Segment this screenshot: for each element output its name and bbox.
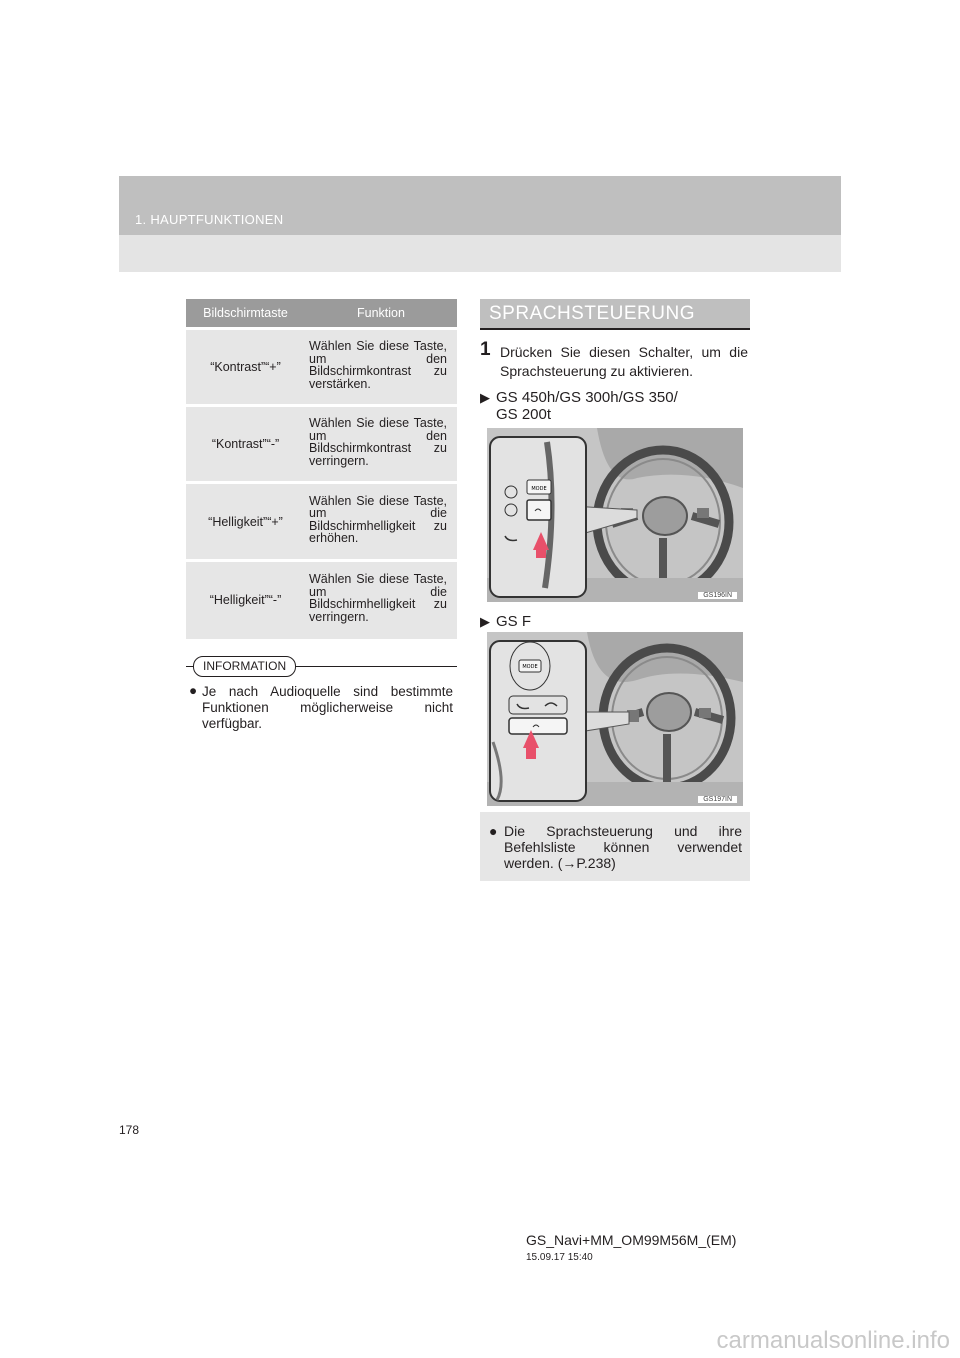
header-subband [119, 235, 841, 272]
info-label: INFORMATION [193, 656, 296, 677]
header-band [119, 176, 841, 235]
arrow-right-icon: ▶ [480, 390, 490, 405]
steering-wheel-image-gs [487, 428, 743, 602]
steering-wheel-image-gsf [487, 632, 743, 806]
bullet-icon: ● [489, 823, 498, 839]
bullet-icon: ● [189, 683, 198, 698]
table-cell-desc: Wählen Sie diese Taste, um den Bildschirmkontrast zu verringern. [305, 406, 457, 483]
footer-document-id: GS_Navi+MM_OM99M56M_(EM) [526, 1232, 737, 1248]
table-cell-desc: Wählen Sie diese Taste, um die Bildschirmhelligkeit zu verringern. [305, 561, 457, 639]
steering-wheel-illustration [487, 632, 743, 806]
info-text: Je nach Audioquelle sind bestimmte Funktionen möglicherweise nicht verfügbar. [202, 684, 453, 731]
image-code: GS196IN [698, 592, 737, 599]
table-row [186, 406, 457, 483]
function-table [186, 299, 457, 639]
note-box [480, 812, 750, 881]
column-header-function: Funktion [305, 299, 457, 329]
footer-date: 15.09.17 15:40 [526, 1252, 593, 1263]
table-row [186, 561, 457, 639]
section-title: 1. HAUPTFUNKTIONEN [135, 212, 284, 227]
table-cell-key: “Kontrast”“-” [186, 406, 305, 483]
note-text: Die Sprachsteuerung und ihre Befehlsliste können verwendet werden. (→P.238) [504, 823, 742, 871]
table-row [186, 483, 457, 561]
model-text-line1: GS 450h/GS 300h/GS 350/ [496, 389, 678, 406]
table-cell-desc: Wählen Sie diese Taste, um den Bildschirmkontrast zu verstärken. [305, 329, 457, 406]
table-cell-key: “Helligkeit”“-” [186, 561, 305, 639]
page-number: 178 [119, 1123, 140, 1137]
table-row [186, 329, 457, 406]
model-heading-gs [480, 389, 678, 423]
step-1 [480, 339, 748, 381]
arrow-right-icon: ▶ [480, 614, 490, 629]
table-cell-key: “Kontrast”“+” [186, 329, 305, 406]
column-header-key: Bildschirmtaste [186, 299, 305, 329]
steering-wheel-illustration [487, 428, 743, 602]
image-code: GS197IN [698, 796, 737, 803]
watermark: carmanualsonline.info [716, 1327, 950, 1354]
table-cell-key: “Helligkeit”“+” [186, 483, 305, 561]
model-text-line2: GS 200t [496, 406, 552, 423]
table-cell-desc: Wählen Sie diese Taste, um die Bildschirmhelligkeit zu erhöhen. [305, 483, 457, 561]
info-box [189, 684, 453, 732]
step-text: Drücken Sie diesen Schalter, um die Sprachsteuerung zu aktivieren. [500, 344, 748, 379]
table-header-row [186, 299, 457, 329]
model-heading-gsf [480, 613, 531, 630]
step-number: 1 [480, 339, 491, 360]
mode-button-label: MODE [522, 664, 538, 670]
model-text: GS F [496, 613, 532, 630]
mode-button-label: MODE [531, 486, 547, 492]
voice-section-title: SPRACHSTEUERUNG [480, 299, 750, 330]
